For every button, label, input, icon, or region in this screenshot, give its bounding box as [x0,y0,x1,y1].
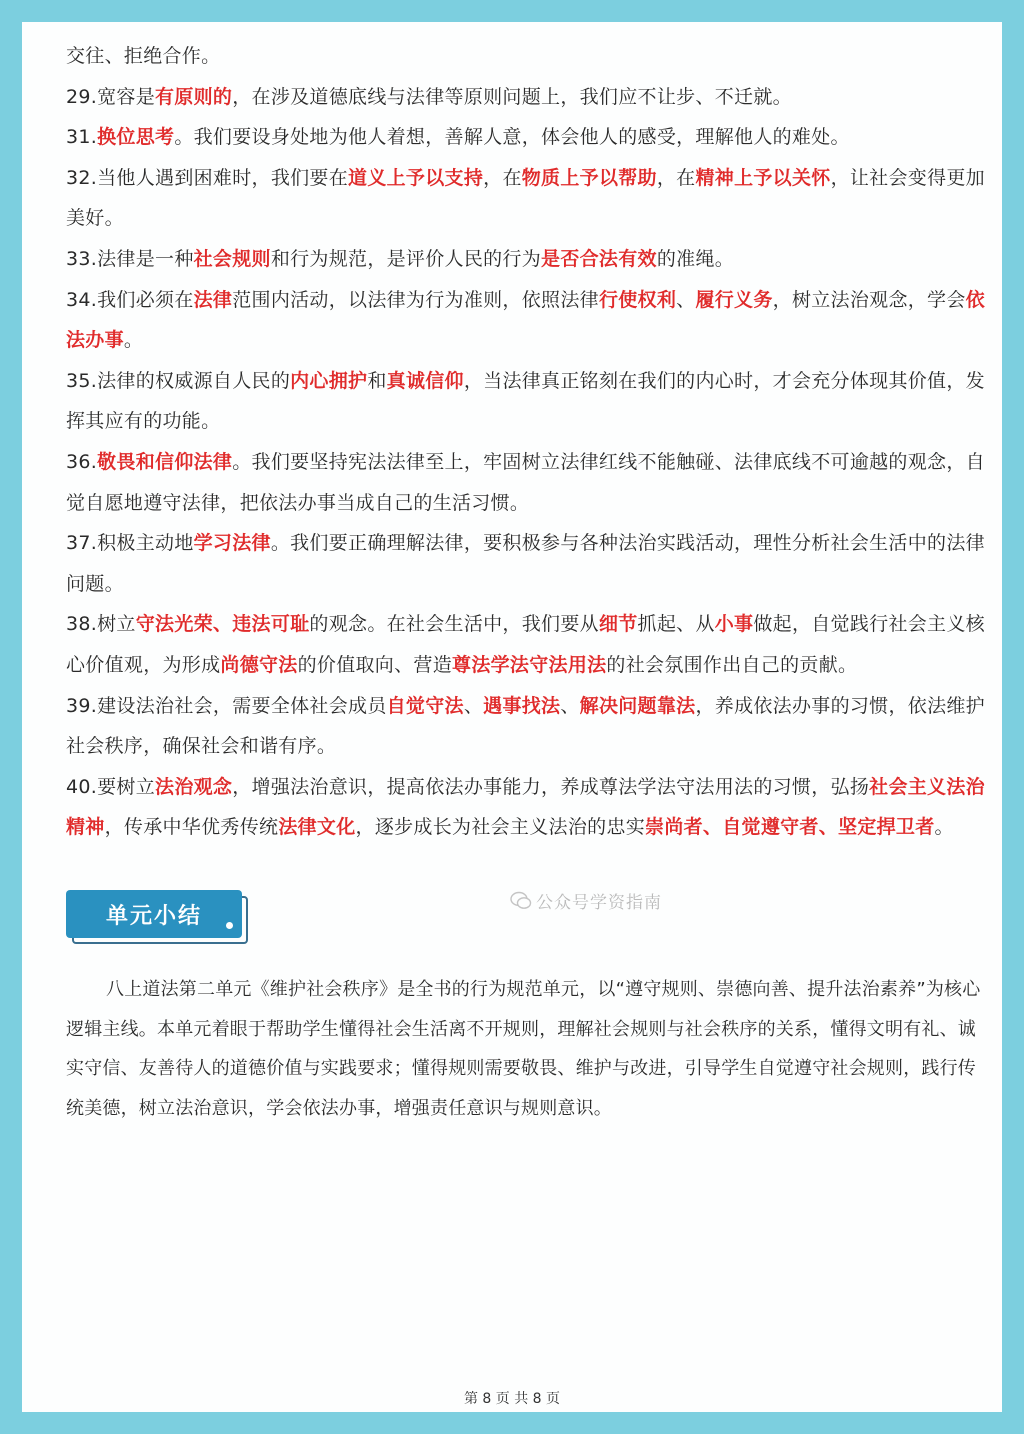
text-run: 的价值取向、营造 [297,653,453,676]
key-point [66,604,991,685]
text-run: 。我们要正确理解法律，要积极参与各种法治实践活动，理性分析社会生活中的法律问题。 [66,532,985,595]
key-point [66,767,991,848]
text-run: 的观念。在社会生活中，我们要从 [309,613,599,636]
highlighted-term: 履行义务 [695,288,773,311]
text-run: 交往、拒绝合作。 [66,45,221,67]
text-run: 。 [123,329,144,352]
highlighted-term: 行使权利 [598,288,677,311]
highlighted-term: 自觉守法 [386,694,464,717]
highlighted-term: 敬畏和信仰法律 [97,450,233,473]
highlighted-term: 小事 [714,613,754,636]
key-points-list [66,36,991,848]
text-run: 33.法律是一种 [66,247,194,270]
key-point [66,117,991,158]
key-point [66,239,991,280]
highlighted-term: 是否合法有效 [541,247,657,270]
text-run: 38.树立 [66,613,136,636]
text-run: 范围内活动，以法律为行为准则，依照法律 [232,288,599,311]
key-point [66,36,991,77]
text-run: 31. [66,126,98,149]
text-run: ，在 [656,166,696,189]
document-page [22,22,1002,1412]
text-run: 做起，自觉践行社会主义核心价值观，为形成 [66,613,985,676]
highlighted-term: 真诚信仰 [386,369,464,392]
highlighted-term: 学习法律 [193,532,271,555]
highlighted-term: 社会规则 [193,247,271,270]
watermark [510,888,662,913]
text-run: ，树立法治观念，学会 [772,288,966,311]
badge-dot [226,922,233,929]
text-run: ，养成依法办事的习惯，依法维护社会秩序，确保社会和谐有序。 [66,694,985,758]
text-run: 。我们要坚持宪法法律至上，牢固树立法律红线不能触碰、法律底线不可逾越的观念，自觉自愿地遵守法律，把依法办事当成自己的生活习惯。 [66,450,985,514]
key-point [66,523,991,604]
text-run: ，让社会变得更加美好。 [66,166,985,230]
text-run: 34.我们必须在 [66,288,194,311]
text-run: 。我们要设身处地为他人着想，善解人意，体会他人的感受，理解他人的难处。 [174,126,850,149]
highlighted-term: 有原则的 [155,85,233,108]
text-run: 36. [66,450,98,473]
text-run: 、 [463,694,484,717]
key-point [66,280,991,361]
text-run: 32.当他人遇到困难时，我们要在 [66,166,349,189]
highlighted-term: 物质上予以帮助 [521,166,657,189]
text-run: ，当法律真正铭刻在我们的内心时，才会充分体现其价值，发挥其应有的功能。 [66,369,985,433]
text-run: ，传承中华优秀传统 [104,816,279,839]
text-run: 、 [676,288,696,311]
wechat-icon [510,891,532,911]
highlighted-term: 社会主义法治精神 [66,775,985,839]
text-run: ，在 [483,166,522,189]
text-run: 的准绳。 [656,247,735,270]
highlighted-term: 细节 [598,613,638,636]
highlighted-term: 尚德守法 [220,653,298,676]
page-number: 第 8 页 共 8 页 [463,1391,561,1407]
text-run: 抓起、从 [637,613,715,636]
section-badge-label: 单元小结 [66,890,242,938]
text-run: 29.宽容是 [66,85,156,108]
key-point [66,158,991,239]
highlighted-term: 道义上予以支持 [348,166,484,189]
key-point [66,442,991,523]
text-run: 。 [934,816,954,839]
text-run: 和 [367,369,387,392]
text-run: 和行为规范，是评价人民的行为 [270,247,542,270]
text-run: 35.法律的权威源自人民的 [66,369,291,392]
highlighted-term: 尊法学法守法用法 [452,653,607,676]
highlighted-term: 法律 [193,288,233,311]
highlighted-term: 解决问题靠法 [579,694,696,717]
text-run: ，逐步成长为社会主义法治的忠实 [355,816,646,839]
text-run: 40.要树立 [66,775,156,798]
text-run: 、 [560,694,580,717]
highlighted-term: 遇事找法 [483,694,561,717]
section-badge [66,890,244,938]
highlighted-term: 精神上予以关怀 [695,166,831,189]
key-point [66,361,991,442]
highlighted-term: 换位思考 [97,126,175,149]
highlighted-term: 内心拥护 [290,369,368,392]
highlighted-term: 守法光荣、违法可耻 [135,613,310,636]
text-run: 的社会氛围作出自己的贡献。 [606,653,858,676]
text-run: ，增强法治意识，提高依法办事能力，养成尊法学法守法用法的习惯，弘扬 [232,775,870,798]
unit-summary: 八上道法第二单元《维护社会秩序》是全书的行为规范单元，以“遵守规则、崇德向善、提升法治素养”为核心逻辑主线。本单元着眼于帮助学生懂得社会生活离不开规则，理解社会规则与社会秩序的关系，懂得文明有礼、诚实守信、友善待人的道德价值与实践要求；懂得规则需要敬畏、维护与改进，引导学生自觉遵守社会规则，践行传统美德，树立法治意识，学会依法办事，增强责任意识与规则意识。 [66,979,981,1119]
text-run: ，在涉及道德底线与法律等原则问题上，我们应不让步、不迁就。 [232,85,792,108]
highlighted-term: 法律文化 [278,816,356,839]
highlighted-term: 法治观念 [155,775,233,798]
key-point [66,77,991,118]
highlighted-term: 崇尚者、自觉遵守者、坚定捍卫者 [645,816,935,839]
text-run: 39.建设法治社会，需要全体社会成员 [66,694,387,717]
watermark-text: 公众号学资指南 [536,893,662,913]
highlighted-term: 依法办事 [66,288,985,352]
text-run: 37.积极主动地 [66,532,194,555]
key-point [66,686,991,767]
